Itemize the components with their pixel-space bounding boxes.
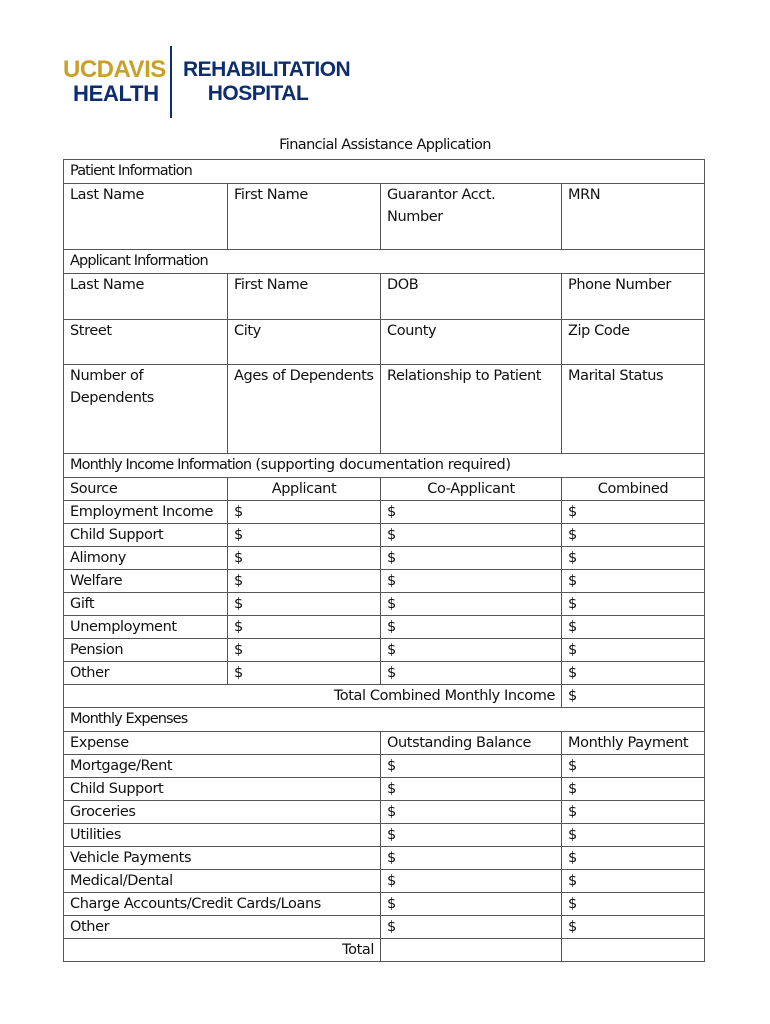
expense-header-outstanding-balance: Outstanding Balance (381, 732, 562, 755)
dob-field[interactable]: DOB (381, 274, 562, 320)
income-header-applicant: Applicant (228, 478, 381, 501)
income-combined-field[interactable]: $ (562, 593, 705, 616)
income-combined-field[interactable]: $ (562, 501, 705, 524)
expense-payment-field[interactable]: $ (562, 824, 705, 847)
income-source-label: Welfare (64, 570, 228, 593)
uc-davis-health-logo (63, 46, 351, 120)
phone-number-field[interactable]: Phone Number (562, 274, 705, 320)
expense-item-label: Child Support (64, 778, 381, 801)
expense-payment-field[interactable]: $ (562, 801, 705, 824)
application-form (63, 159, 705, 962)
income-applicant-field[interactable]: $ (228, 501, 381, 524)
expense-balance-field[interactable]: $ (381, 916, 562, 939)
expense-item-label: Other (64, 916, 381, 939)
zip-code-field[interactable]: Zip Code (562, 320, 705, 365)
income-applicant-field[interactable]: $ (228, 616, 381, 639)
expenses-total-balance-field[interactable] (381, 939, 562, 962)
income-note: (supporting documentation required) (255, 457, 511, 473)
ages-of-dependents-field[interactable]: Ages of Dependents (228, 365, 381, 454)
expense-header-expense: Expense (64, 732, 381, 755)
guarantor-acct-number-field[interactable]: Guarantor Acct. Number (381, 184, 562, 250)
expense-balance-field[interactable]: $ (381, 847, 562, 870)
income-combined-field[interactable]: $ (562, 570, 705, 593)
income-header-combined: Combined (562, 478, 705, 501)
applicant-last-name-field[interactable]: Last Name (64, 274, 228, 320)
income-header-co-applicant: Co-Applicant (381, 478, 562, 501)
expense-payment-field[interactable]: $ (562, 870, 705, 893)
income-applicant-field[interactable]: $ (228, 570, 381, 593)
income-source-label: Child Support (64, 524, 228, 547)
document-title: Financial Assistance Application (279, 137, 491, 153)
expense-item-label: Vehicle Payments (64, 847, 381, 870)
income-co-applicant-field[interactable]: $ (381, 639, 562, 662)
expenses-total-label: Total (64, 939, 381, 962)
expense-item-label: Medical/Dental (64, 870, 381, 893)
mrn-field[interactable]: MRN (562, 184, 705, 250)
applicant-first-name-field[interactable]: First Name (228, 274, 381, 320)
income-combined-field[interactable]: $ (562, 547, 705, 570)
income-applicant-field[interactable]: $ (228, 593, 381, 616)
total-combined-income-label: Total Combined Monthly Income (64, 685, 562, 708)
income-source-label: Employment Income (64, 501, 228, 524)
expense-balance-field[interactable]: $ (381, 893, 562, 916)
income-co-applicant-field[interactable]: $ (381, 501, 562, 524)
income-co-applicant-field[interactable]: $ (381, 547, 562, 570)
expense-balance-field[interactable]: $ (381, 801, 562, 824)
income-applicant-field[interactable]: $ (228, 662, 381, 685)
expenses-total-payment-field[interactable] (562, 939, 705, 962)
income-header-source: Source (64, 478, 228, 501)
income-combined-field[interactable]: $ (562, 662, 705, 685)
relationship-to-patient-field[interactable]: Relationship to Patient (381, 365, 562, 454)
income-combined-field[interactable]: $ (562, 639, 705, 662)
income-co-applicant-field[interactable]: $ (381, 616, 562, 639)
income-source-label: Unemployment (64, 616, 228, 639)
income-applicant-field[interactable]: $ (228, 639, 381, 662)
number-of-dependents-field[interactable]: Number of Dependents (64, 365, 228, 454)
expense-balance-field[interactable]: $ (381, 824, 562, 847)
section-heading-income: Monthly Income Information (supporting documentation required) (64, 454, 705, 478)
expense-item-label: Mortgage/Rent (64, 755, 381, 778)
logo-uc-davis: UCDAVIS (63, 56, 166, 83)
logo-rehabilitation-hospital: REHABILITATION HOSPITAL (183, 58, 351, 105)
section-heading-applicant: Applicant Information (64, 250, 705, 274)
income-combined-field[interactable]: $ (562, 524, 705, 547)
city-field[interactable]: City (228, 320, 381, 365)
marital-status-field[interactable]: Marital Status (562, 365, 705, 454)
expense-balance-field[interactable]: $ (381, 755, 562, 778)
income-co-applicant-field[interactable]: $ (381, 662, 562, 685)
patient-last-name-field[interactable]: Last Name (64, 184, 228, 250)
expense-payment-field[interactable]: $ (562, 755, 705, 778)
section-heading-expenses: Monthly Expenses (64, 708, 705, 732)
expense-item-label: Groceries (64, 801, 381, 824)
expense-item-label: Utilities (64, 824, 381, 847)
income-source-label: Gift (64, 593, 228, 616)
income-co-applicant-field[interactable]: $ (381, 593, 562, 616)
logo-divider (170, 46, 172, 118)
income-co-applicant-field[interactable]: $ (381, 570, 562, 593)
income-applicant-field[interactable]: $ (228, 524, 381, 547)
income-source-label: Alimony (64, 547, 228, 570)
income-source-label: Other (64, 662, 228, 685)
income-source-label: Pension (64, 639, 228, 662)
patient-first-name-field[interactable]: First Name (228, 184, 381, 250)
expense-balance-field[interactable]: $ (381, 778, 562, 801)
expense-payment-field[interactable]: $ (562, 916, 705, 939)
street-field[interactable]: Street (64, 320, 228, 365)
expense-header-monthly-payment: Monthly Payment (562, 732, 705, 755)
expense-balance-field[interactable]: $ (381, 870, 562, 893)
expense-payment-field[interactable]: $ (562, 893, 705, 916)
county-field[interactable]: County (381, 320, 562, 365)
income-combined-field[interactable]: $ (562, 616, 705, 639)
expense-payment-field[interactable]: $ (562, 778, 705, 801)
section-heading-patient: Patient Information (64, 160, 705, 184)
income-applicant-field[interactable]: $ (228, 547, 381, 570)
expense-payment-field[interactable]: $ (562, 847, 705, 870)
income-co-applicant-field[interactable]: $ (381, 524, 562, 547)
logo-health: HEALTH (73, 81, 159, 106)
expense-item-label: Charge Accounts/Credit Cards/Loans (64, 893, 381, 916)
total-combined-income-field[interactable]: $ (562, 685, 705, 708)
